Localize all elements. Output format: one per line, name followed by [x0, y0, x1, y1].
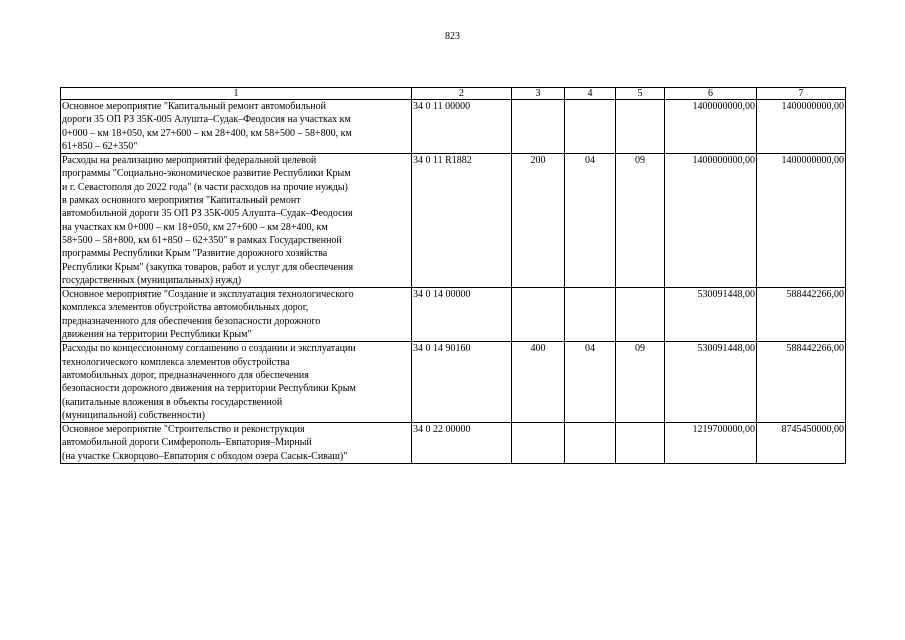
column-header: 3 — [512, 88, 565, 100]
table-row — [61, 154, 846, 288]
row-code: 34 0 14 00000 — [412, 288, 512, 342]
row-description: Основное мероприятие "Строительство и реконструкция автомобильной дороги Симферополь–Евпатория–Мирный (на участке Скворцово–Евпатория с обходом озера Сасык-Сиваш)" — [61, 423, 412, 464]
row-subsection — [616, 100, 665, 154]
column-header: 7 — [757, 88, 846, 100]
row-expense-type: 200 — [512, 154, 565, 288]
row-section — [565, 423, 616, 464]
column-header: 5 — [616, 88, 665, 100]
row-amount-1: 1400000000,00 — [665, 154, 757, 288]
row-section — [565, 288, 616, 342]
row-amount-1: 530091448,00 — [665, 288, 757, 342]
budget-table — [60, 87, 846, 464]
table-row — [61, 288, 846, 342]
row-amount-2: 588442266,00 — [757, 288, 846, 342]
row-expense-type: 400 — [512, 342, 565, 423]
row-subsection — [616, 423, 665, 464]
row-amount-2: 1400000000,00 — [757, 100, 846, 154]
row-amount-2: 1400000000,00 — [757, 154, 846, 288]
row-section — [565, 100, 616, 154]
row-amount-1: 530091448,00 — [665, 342, 757, 423]
row-subsection: 09 — [616, 154, 665, 288]
row-amount-1: 1219700000,00 — [665, 423, 757, 464]
row-code: 34 0 22 00000 — [412, 423, 512, 464]
page-number: 823 — [445, 31, 460, 42]
row-subsection — [616, 288, 665, 342]
column-header: 2 — [412, 88, 512, 100]
row-expense-type — [512, 423, 565, 464]
row-description: Расходы по концессионному соглашению о создании и эксплуатации технологического комплекса элементов обустройства автомобильных дорог, предназначенного для обеспечения безопасности дорожного движения на территории Республики Крым (капитальные вложения в объекты государственной (муниципальной) собственности) — [61, 342, 412, 423]
row-code: 34 0 11 R1882 — [412, 154, 512, 288]
row-description: Расходы на реализацию мероприятий федеральной целевой программы "Социально-экономическое развитие Республики Крым и г. Севастополя до 2022 года" (в части расходов на прочие нужды) в рамках основного мероприятия "Капитальный ремонт автомобильной дороги 35 ОП РЗ 35К-005 Алушта–Судак–Феодосия на участках км 0+000 – км 18+050, км 27+600 – км 28+400, км 58+500 – 58+800, км 61+850 – 62+350" в рамках Государственной программы Республики Крым "Развитие дорожного хозяйства Республики Крым" (закупка товаров, работ и услуг для обеспечения государственных (муниципальных) нужд) — [61, 154, 412, 288]
table-row — [61, 342, 846, 423]
table-header-row — [61, 88, 846, 100]
row-description: Основное мероприятие "Создание и эксплуатация технологического комплекса элементов обустройства автомобильных дорог, предназначенного для обеспечения безопасности дорожного движения на территории Республики Крым" — [61, 288, 412, 342]
row-description: Основное мероприятие "Капитальный ремонт автомобильной дороги 35 ОП РЗ 35К-005 Алушта–Судак–Феодосия на участках км 0+000 – км 18+050, км 27+600 – км 28+400, км 58+500 – 58+800, км 61+850 – 62+350" — [61, 100, 412, 154]
row-section: 04 — [565, 154, 616, 288]
column-header: 1 — [61, 88, 412, 100]
column-header: 6 — [665, 88, 757, 100]
row-subsection: 09 — [616, 342, 665, 423]
row-expense-type — [512, 100, 565, 154]
row-expense-type — [512, 288, 565, 342]
table-row — [61, 423, 846, 464]
table-row — [61, 100, 846, 154]
column-header: 4 — [565, 88, 616, 100]
row-section: 04 — [565, 342, 616, 423]
row-amount-1: 1400000000,00 — [665, 100, 757, 154]
row-code: 34 0 14 90160 — [412, 342, 512, 423]
row-amount-2: 588442266,00 — [757, 342, 846, 423]
row-code: 34 0 11 00000 — [412, 100, 512, 154]
row-amount-2: 8745450000,00 — [757, 423, 846, 464]
